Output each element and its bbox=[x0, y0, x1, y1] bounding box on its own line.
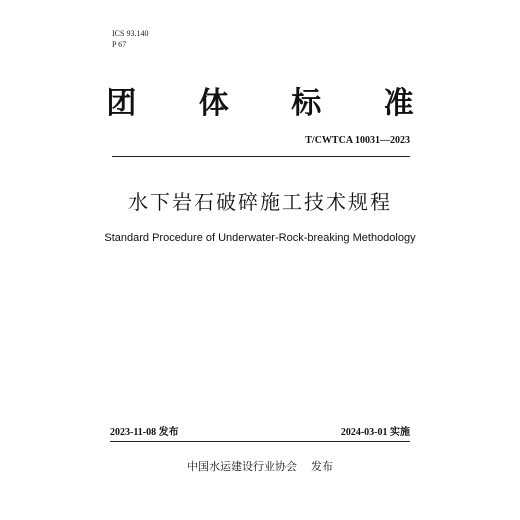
classification-codes bbox=[112, 28, 148, 50]
issue-date: 2023-11-08 发布 bbox=[110, 427, 179, 438]
standard-type-heading: 团 体 标 准 bbox=[106, 86, 440, 121]
bottom-divider bbox=[110, 441, 410, 442]
publisher-action: 发布 bbox=[311, 460, 333, 473]
top-divider bbox=[112, 156, 410, 157]
standard-number: T/CWTCA 10031—2023 bbox=[305, 135, 410, 146]
title-chinese: 水下岩石破碎施工技术规程 bbox=[128, 190, 392, 214]
ccs-code: P 67 bbox=[112, 40, 127, 49]
title-english: Standard Procedure of Underwater-Rock-breaking Methodology bbox=[104, 232, 416, 244]
publisher-line bbox=[0, 458, 520, 474]
ics-code: ICS 93.140 bbox=[112, 29, 149, 38]
publisher-name: 中国水运建设行业协会 bbox=[187, 460, 297, 473]
implementation-date: 2024-03-01 实施 bbox=[340, 427, 410, 438]
